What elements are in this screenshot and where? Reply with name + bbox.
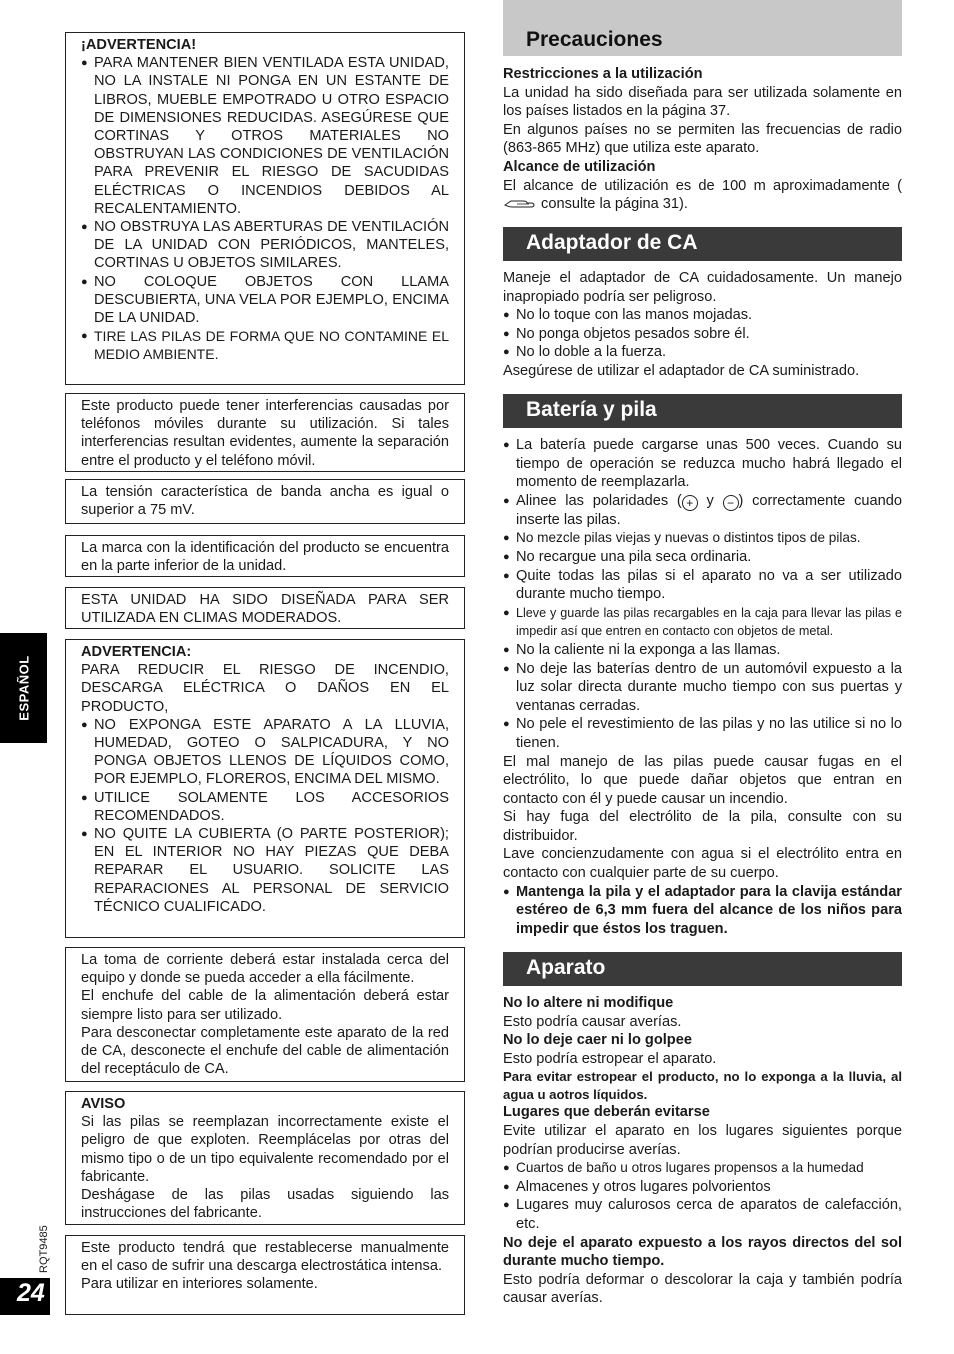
subheading: No lo deje caer ni lo golpee — [503, 1032, 692, 1049]
subheading: Alcance de utilización — [503, 158, 656, 175]
list-item: ● NO COLOQUE OBJETOS CON LLAMA DESCUBIERTA, UNA VELA POR EJEMPLO, ENCIMA DE LA UNIDAD. — [81, 273, 449, 328]
voltage-box — [65, 479, 465, 524]
esd-box — [65, 1235, 465, 1315]
section-title: Batería y pila — [526, 398, 657, 421]
warning-box-1 — [65, 32, 465, 385]
list-item — [503, 492, 902, 530]
warning-heading: ¡ADVERTENCIA! — [81, 37, 197, 53]
marking-box — [65, 535, 465, 577]
paragraph: Esto podría estropear el aparato. — [503, 1050, 717, 1067]
list-item: ● La batería puede cargarse unas 500 veces. Cuando su tiempo de operación se reduzca mucho habrá llegado el momento de reemplazarla. — [503, 436, 902, 492]
paragraph: La unidad ha sido diseñada para ser utilizada solamente en los países listados en la página 37. — [503, 84, 902, 120]
plus-polarity-icon: + — [682, 495, 698, 511]
list-item: ● No la caliente ni la exponga a las llamas. — [503, 641, 902, 660]
list-item: ● Almacenes y otros lugares polvorientos — [503, 1178, 902, 1197]
list-item: ● UTILICE SOLAMENTE LOS ACCESORIOS RECOMENDADOS. — [81, 789, 449, 825]
aviso-text: Deshágase de las pilas usadas siguiendo las instrucciones del fabricante. — [81, 1187, 449, 1222]
outlet-text: Para desconectar completamente este aparato de la red de CA, desconecte el enchufe del cable de alimentación del receptáculo de CA. — [81, 1024, 449, 1078]
section-title: Adaptador de CA — [526, 231, 698, 254]
paragraph-part: El alcance de utilización es de 100 m aproximadamente ( — [503, 177, 902, 194]
minus-polarity-icon: − — [723, 495, 739, 511]
bateria-section — [503, 436, 902, 938]
warning-list — [81, 54, 449, 363]
list-item: ● Cuartos de baño u otros lugares propensos a la humedad — [503, 1159, 902, 1178]
list-item: ● NO OBSTRUYA LAS ABERTURAS DE VENTILACIÓN DE LA UNIDAD CON PERIÓDICOS, MANTELES, CORTINAS U OBJETOS SIMILARES. — [81, 218, 449, 273]
document-code: RQT9485 — [38, 1225, 50, 1273]
list-item: ● No recargue una pila seca ordinaria. — [503, 548, 902, 567]
list-item: ● Mantenga la pila y el adaptador para la clavija estándar estéreo de 6,3 mm fuera del alcance de los niños para impedir que éstos los traguen. — [503, 883, 902, 939]
paragraph: En algunos países no se permiten las frecuencias de radio (863-865 MHz) que utiliza este aparato. — [503, 121, 902, 157]
adaptador-section — [503, 269, 902, 381]
list-item: ● No mezcle pilas viejas y nuevas o distintos tipos de pilas. — [503, 529, 902, 548]
aparato-list — [503, 1159, 902, 1233]
paragraph: Esto podría causar averías. — [503, 1013, 682, 1030]
bateria-list — [503, 436, 902, 753]
list-item: ● No deje las baterías dentro de un automóvil expuesto a la luz solar directa durante mucho tiempo con sus puertas y ventanas cerradas. — [503, 660, 902, 716]
section-header-aparato — [503, 952, 902, 986]
subheading: No deje el aparato expuesto a los rayos directos del sol durante mucho tiempo. — [503, 1234, 902, 1270]
paragraph: El mal manejo de las pilas puede causar fugas en el electrólito, lo que puede dañar objetos que entran en contacto con él y puede causar un incendio. — [503, 753, 902, 807]
language-tab — [0, 633, 47, 743]
page-number — [0, 1278, 50, 1315]
paragraph — [503, 177, 902, 214]
marking-text: La marca con la identificación del producto se encuentra en la parte inferior de la unidad. — [81, 540, 449, 575]
paragraph: Esto podría deformar o descolorar la caja y también podría causar averías. — [503, 1271, 902, 1307]
warning-box-2 — [65, 639, 465, 938]
interference-text: Este producto puede tener interferencias causadas por teléfonos móviles durante su utilización. Si tales interferencias resultan evidentes, aumente la separación entre el producto y el teléfono móvil. — [81, 398, 449, 469]
list-item: ● Quite todas las pilas si el aparato no va a ser utilizado durante mucho tiempo. — [503, 567, 902, 604]
list-item-part: Alinee las polaridades ( — [516, 492, 682, 509]
paragraph: Lave concienzudamente con agua si el electrólito entra en contacto con cualquier parte de su cuerpo. — [503, 846, 902, 882]
warning-heading: ADVERTENCIA: — [81, 644, 192, 660]
warning-list — [81, 716, 449, 916]
language-tab-label: ESPAÑOL — [16, 655, 31, 721]
climate-text: ESTA UNIDAD HA SIDO DISEÑADA PARA SER UTILIZADA EN CLIMAS MODERADOS. — [81, 592, 449, 627]
voltage-text: La tensión característica de banda ancha es igual o superior a 75 mV. — [81, 484, 449, 519]
section-header-adaptador — [503, 227, 902, 261]
list-item: ● No pele el revestimiento de las pilas y no las utilice si no lo tienen. — [503, 715, 902, 752]
aviso-box — [65, 1091, 465, 1225]
outlet-text: El enchufe del cable de la alimentación deberá estar siempre listo para ser utilizado. — [81, 988, 449, 1023]
warning-intro: PARA REDUCIR EL RIESGO DE INCENDIO, DESCARGA ELÉCTRICA O DAÑOS EN EL PRODUCTO, — [81, 662, 449, 715]
section-header-precauciones — [503, 0, 902, 56]
paragraph: Si hay fuga del electrólito de la pila, consulte con su distribuidor. — [503, 809, 902, 844]
list-item-part: ) correctamente cuando inserte las pilas. — [516, 492, 902, 528]
subheading: Para evitar estropear el producto, no lo exponga a la lluvia, al agua u aotros líquidos. — [503, 1069, 902, 1102]
page-number-label: 24 — [17, 1279, 45, 1307]
list-item: ● PARA MANTENER BIEN VENTILADA ESTA UNIDAD, NO LA INSTALE NI PONGA EN UN ESTANTE DE LIBROS, MUEBLE EMPOTRADO U OTRO ESPACIO DE DIMENSIONES REDUCIDAS. ASEGÚRESE QUE CORTINAS Y OTROS MATERIALES NO OBSTRUYAN LAS CONDICIONES DE VENTILACIÓN PARA PREVENIR EL RIESGO DE SACUDIDAS ELÉCTRICAS O INCENDIOS DEBIDOS AL RECALENTAMIENTO. — [81, 54, 449, 218]
interference-box — [65, 393, 465, 472]
list-item: ● No lo doble a la fuerza. — [503, 343, 902, 362]
aviso-heading: AVISO — [81, 1096, 126, 1112]
adaptador-list — [503, 306, 902, 362]
hand-pointer-icon — [503, 196, 537, 210]
list-item: ● NO EXPONGA ESTE APARATO A LA LLUVIA, HUMEDAD, GOTEO O SALPICADURA, Y NO PONGA OBJETOS LLENOS DE LÍQUIDOS COMO, POR EJEMPLO, FLOREROS, ENCIMA DEL MISMO. — [81, 716, 449, 789]
paragraph: Maneje el adaptador de CA cuidadosamente. Un manejo inapropiado podría ser peligroso. — [503, 270, 902, 305]
aviso-text: Si las pilas se reemplazan incorrectamente existe el peligro de que exploten. Reemplácelas por otras del mismo tipo o de un tipo equivalente recomendado por el fabricante. — [81, 1114, 449, 1185]
list-item: ● Lleve y guarde las pilas recargables en la caja para llevar las pilas e impedir así que entren en contacto con objetos de metal. — [503, 604, 902, 641]
outlet-text: La toma de corriente deberá estar instalada cerca del equipo y donde se pueda acceder a ella fácilmente. — [81, 952, 449, 987]
esd-text: Para utilizar en interiores solamente. — [81, 1276, 318, 1293]
paragraph: Evite utilizar el aparato en los lugares siguientes porque podrían producirse averías. — [503, 1122, 902, 1158]
section-title: Precauciones — [526, 28, 663, 51]
paragraph: Asegúrese de utilizar el adaptador de CA suministrado. — [503, 362, 860, 379]
subheading: No lo altere ni modifique — [503, 995, 674, 1011]
climate-box — [65, 587, 465, 629]
subheading: Lugares que deberán evitarse — [503, 1104, 710, 1121]
list-item-part: y — [697, 492, 723, 509]
precauciones-section — [503, 65, 902, 214]
list-item: ● Lugares muy calurosos cerca de aparatos de calefacción, etc. — [503, 1196, 902, 1233]
esd-text: Este producto tendrá que restablecerse manualmente en el caso de sufrir una descarga electrostática intensa. — [81, 1240, 449, 1275]
aparato-section — [503, 994, 902, 1308]
subheading: Restricciones a la utilización — [503, 66, 703, 82]
list-item: ● No lo toque con las manos mojadas. — [503, 306, 902, 325]
list-item: ● No ponga objetos pesados sobre él. — [503, 325, 902, 344]
section-title: Aparato — [526, 956, 606, 979]
outlet-box — [65, 947, 465, 1082]
section-header-bateria — [503, 394, 902, 428]
paragraph-part: consulte la página 31). — [537, 196, 688, 213]
bateria-bold-list — [503, 883, 902, 939]
list-item: ● TIRE LAS PILAS DE FORMA QUE NO CONTAMINE EL MEDIO AMBIENTE. — [81, 327, 449, 363]
list-item: ● NO QUITE LA CUBIERTA (O PARTE POSTERIOR); EN EL INTERIOR NO HAY PIEZAS QUE DEBA REPARAR EL USUARIO. SOLICITE LAS REPARACIONES AL PERSONAL DE SERVICIO TÉCNICO CUALIFICADO. — [81, 825, 449, 916]
